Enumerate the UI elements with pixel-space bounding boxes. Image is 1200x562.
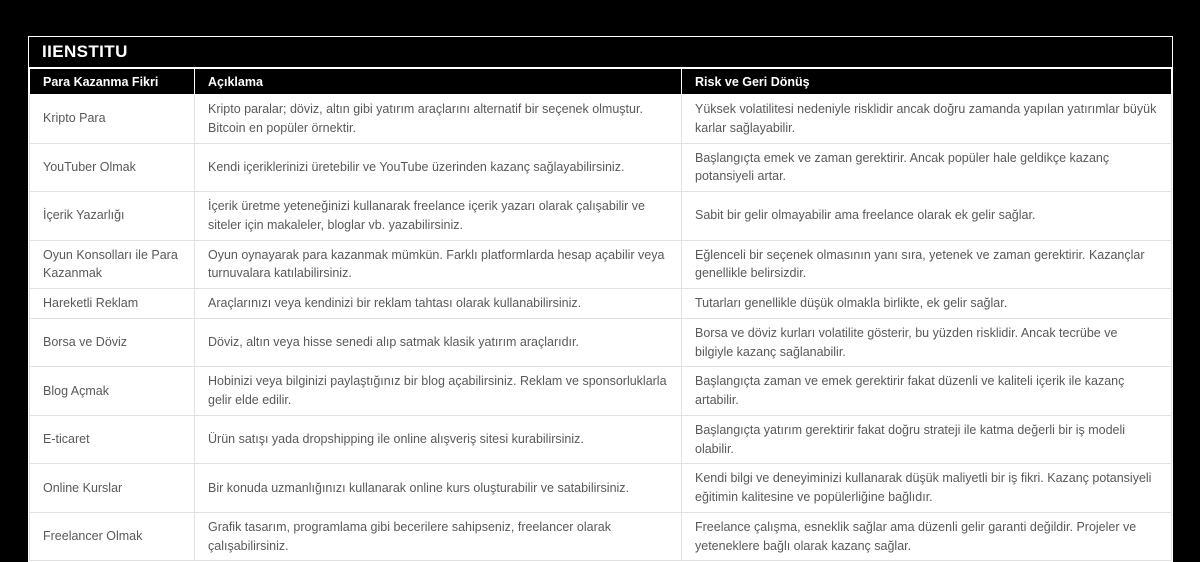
cell-risk: Başlangıçta emek ve zaman gerektirir. Ancak popüler hale geldikçe kazanç potansiyeli artar.	[682, 143, 1172, 192]
cell-risk: Sabit bir gelir olmayabilir ama freelance olarak ek gelir sağlar.	[682, 192, 1172, 241]
cell-risk: Kendi bilgi ve deneyiminizi kullanarak düşük maliyetli bir iş fikri. Kazanç potansiyeli eğitimin kalitesine ve popülerliğine bağlıdır.	[682, 464, 1172, 513]
cell-risk: Başlangıçta yatırım gerektirir fakat doğru strateji ile katma değerli bir iş modeli olabilir.	[682, 415, 1172, 464]
money-ideas-table	[29, 68, 1172, 561]
cell-risk: Tutarları genellikle düşük olmakla birlikte, ek gelir sağlar.	[682, 289, 1172, 319]
brand-title: IIENSTITU	[42, 42, 128, 61]
table-row	[30, 289, 1172, 319]
cell-idea: YouTuber Olmak	[30, 143, 195, 192]
cell-risk: Borsa ve döviz kurları volatilite gösterir, bu yüzden risklidir. Ancak tecrübe ve bilgiyle kazanç sağlanabilir.	[682, 318, 1172, 367]
table-row	[30, 240, 1172, 289]
cell-description: Döviz, altın veya hisse senedi alıp satmak klasik yatırım araçlarıdır.	[195, 318, 682, 367]
table-row	[30, 143, 1172, 192]
cell-description: İçerik üretme yeteneğinizi kullanarak freelance içerik yazarı olarak çalışabilir ve siteler için makaleler, bloglar vb. yazabilirsiniz.	[195, 192, 682, 241]
cell-idea: Oyun Konsolları ile Para Kazanmak	[30, 240, 195, 289]
cell-idea: Borsa ve Döviz	[30, 318, 195, 367]
table-row	[30, 415, 1172, 464]
cell-description: Grafik tasarım, programlama gibi becerilere sahipseniz, freelancer olarak çalışabilirsiniz.	[195, 512, 682, 561]
cell-risk: Başlangıçta zaman ve emek gerektirir fakat düzenli ve kaliteli içerik ile kazanç artabilir.	[682, 367, 1172, 416]
table-row	[30, 318, 1172, 367]
cell-description: Ürün satışı yada dropshipping ile online alışveriş sitesi kurabilirsiniz.	[195, 415, 682, 464]
cell-idea: Freelancer Olmak	[30, 512, 195, 561]
cell-description: Araçlarınızı veya kendinizi bir reklam tahtası olarak kullanabilirsiniz.	[195, 289, 682, 319]
cell-idea: İçerik Yazarlığı	[30, 192, 195, 241]
column-header-risk: Risk ve Geri Dönüş	[682, 69, 1172, 95]
cell-risk: Eğlenceli bir seçenek olmasının yanı sıra, yetenek ve zaman gerektirir. Kazançlar genellikle belirsizdir.	[682, 240, 1172, 289]
cell-idea: Blog Açmak	[30, 367, 195, 416]
table-row	[30, 512, 1172, 561]
content-frame	[28, 36, 1173, 562]
cell-idea: E-ticaret	[30, 415, 195, 464]
cell-description: Kendi içeriklerinizi üretebilir ve YouTube üzerinden kazanç sağlayabilirsiniz.	[195, 143, 682, 192]
brand-bar	[29, 37, 1172, 68]
column-header-idea: Para Kazanma Fikri	[30, 69, 195, 95]
cell-description: Hobinizi veya bilginizi paylaştığınız bir blog açabilirsiniz. Reklam ve sponsorluklarla gelir elde edilir.	[195, 367, 682, 416]
cell-idea: Hareketli Reklam	[30, 289, 195, 319]
table-row	[30, 192, 1172, 241]
table-row	[30, 367, 1172, 416]
cell-description: Kripto paralar; döviz, altın gibi yatırım araçlarını alternatif bir seçenek olmuştur. Bitcoin en popüler örnektir.	[195, 95, 682, 144]
cell-description: Oyun oynayarak para kazanmak mümkün. Farklı platformlarda hesap açabilir veya turnuvalara katılabilirsiniz.	[195, 240, 682, 289]
cell-description: Bir konuda uzmanlığınızı kullanarak online kurs oluşturabilir ve satabilirsiniz.	[195, 464, 682, 513]
cell-idea: Kripto Para	[30, 95, 195, 144]
table-row	[30, 95, 1172, 144]
cell-idea: Online Kurslar	[30, 464, 195, 513]
cell-risk: Yüksek volatilitesi nedeniyle risklidir ancak doğru zamanda yapılan yatırımlar büyük karlar sağlayabilir.	[682, 95, 1172, 144]
cell-risk: Freelance çalışma, esneklik sağlar ama düzenli gelir garanti değildir. Projeler ve yeteneklere bağlı olarak kazanç sağlar.	[682, 512, 1172, 561]
table-header-row	[30, 69, 1172, 95]
table-row	[30, 464, 1172, 513]
column-header-description: Açıklama	[195, 69, 682, 95]
